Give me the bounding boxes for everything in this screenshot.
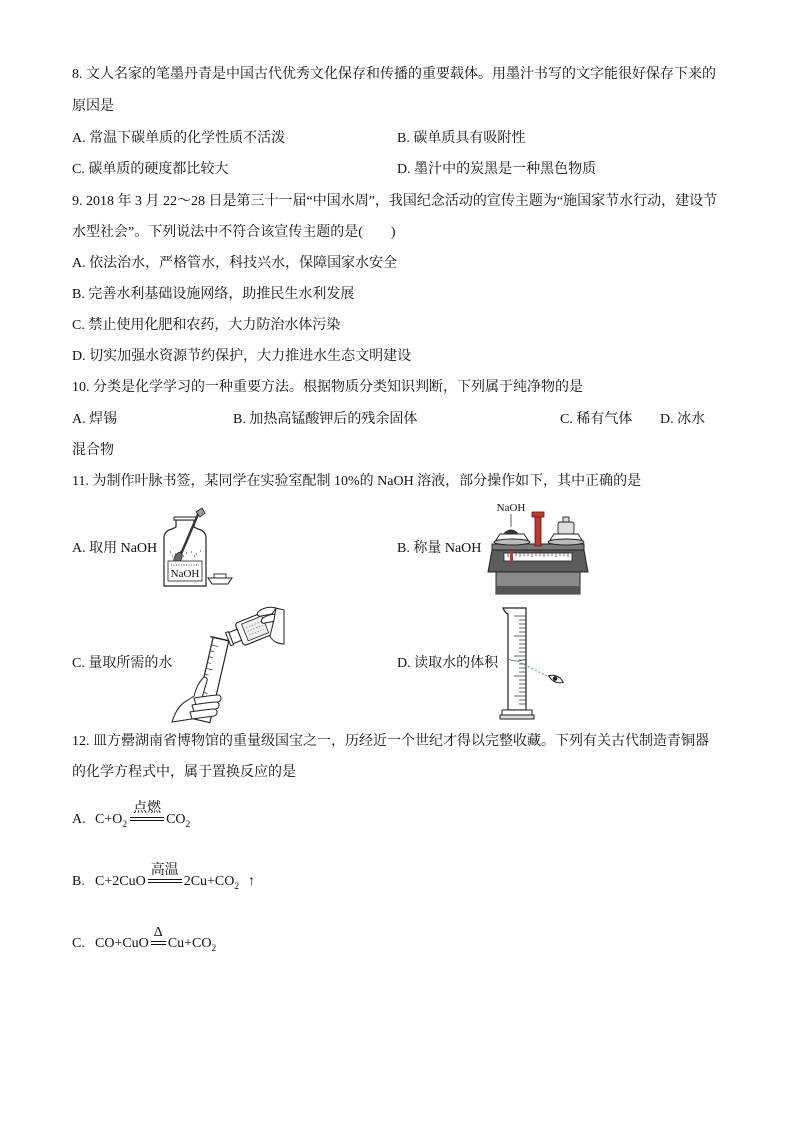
right-pan (548, 539, 584, 545)
q8-option-b: B. 碳单质具有吸附性 (397, 131, 526, 146)
products: Cu+CO (167, 936, 212, 951)
q12-stem-line-2: 的化学方程式中，属于置换反应的是 (72, 765, 296, 780)
option-letter: C. (72, 936, 85, 951)
q12-option-a-equation (72, 790, 191, 830)
equals-sign (130, 817, 164, 821)
q8-option-a: A. 常温下碳单质的化学性质不活泼 (72, 131, 286, 146)
balance-figure (486, 500, 590, 598)
option-letter: A. (72, 812, 86, 827)
q9-option-d: D. 切实加强水资源节约保护，大力推进水生态文明建设 (72, 349, 412, 364)
equals-sign (148, 879, 182, 883)
cylinder-base (502, 710, 532, 715)
weight-knob (563, 517, 569, 522)
q9-option-a: A. 依法治水，严格管水，科技兴水，保障国家水安全 (72, 256, 398, 271)
reactants: C+2CuO (95, 874, 146, 889)
balance-rider (510, 551, 513, 562)
naoh-bottle-figure (160, 508, 236, 590)
balance-pointer (535, 516, 541, 546)
q11-option-c: C. 量取所需的水 (72, 656, 173, 671)
q9-option-b: B. 完善水利基础设施网络，助推民生水利发展 (72, 287, 355, 302)
condition-text: 高温 (150, 863, 179, 878)
gas-arrow-icon: ↑ (248, 874, 256, 889)
reactants-subscript: 2 (122, 820, 128, 830)
reaction-condition (151, 925, 166, 945)
q8-option-c: C. 碳单质的硬度都比较大 (72, 162, 229, 177)
products: 2Cu+CO (183, 874, 235, 889)
reaction-condition (130, 801, 164, 821)
q9-stem-line-2: 水型社会”。下列说法中不符合该宣传主题的是( ) (72, 225, 396, 240)
products: CO (166, 812, 186, 827)
q8-stem-line-1: 8. 文人名家的笔墨丹青是中国古代优秀文化保存和传播的重要载体。用墨汁书写的文字能很好保存下来的 (72, 67, 716, 82)
option-letter: B. (72, 874, 85, 889)
q8-option-d: D. 墨汁中的炭黑是一种黑色物质 (397, 162, 597, 177)
q11-option-b: B. 称量 NaOH (397, 541, 482, 556)
q8-stem-line-2: 原因是 (72, 99, 114, 114)
q10-option-d-continued: 混合物 (72, 443, 114, 458)
weight-block (558, 522, 574, 534)
q12-option-c-equation (72, 914, 217, 954)
q10-option-b: B. 加热高锰酸钾后的残余固体 (233, 412, 418, 427)
cylinder-foot (500, 715, 534, 719)
q11-option-a: A. 取用 NaOH (72, 541, 158, 556)
q11-option-d: D. 读取水的体积 (397, 656, 499, 671)
products-subscript: 2 (185, 820, 191, 830)
balance-foot-shadow (496, 586, 580, 594)
condition-text: 点燃 (133, 801, 162, 816)
balance-naoh-label: NaOH (496, 502, 526, 514)
bottle-label-text: NaOH (170, 568, 200, 580)
condition-text: Δ (153, 925, 163, 940)
equals-sign (151, 941, 166, 945)
q10-option-c: C. 稀有气体 (560, 412, 633, 427)
q12-stem-line-1: 12. 皿方罍湖南省博物馆的重量级国宝之一，历经近一个世纪才得以完整收藏。下列有关古代制造青铜器 (72, 734, 709, 749)
naoh-pellets (503, 530, 519, 535)
balance-ruler (504, 553, 572, 561)
reactants: C+O (95, 812, 123, 827)
products-subscript: 2 (234, 882, 240, 892)
left-pan (494, 539, 530, 545)
reaction-condition (148, 863, 182, 883)
bottle-stopper-top (214, 574, 226, 578)
q10-option-a: A. 焊锡 (72, 412, 118, 427)
reading-volume-figure (496, 604, 568, 722)
q9-option-c: C. 禁止使用化肥和农药，大力防治水体污染 (72, 318, 341, 333)
reactants: CO+CuO (95, 936, 149, 951)
q10-stem: 10. 分类是化学学习的一种重要方法。根据物质分类知识判断，下列属于纯净物的是 (72, 380, 583, 395)
graduated-cylinder (503, 608, 526, 710)
balance-pointer-cap (532, 512, 544, 517)
q10-option-d: D. 冰水 (660, 412, 706, 427)
bottle-stopper (208, 578, 232, 584)
pouring-water-figure (172, 606, 284, 722)
q11-stem: 11. 为制作叶脉书签，某同学在实验室配制 10%的 NaOH 溶液，部分操作如下，其中正确的是 (72, 474, 642, 489)
q9-stem-line-1: 9. 2018 年 3 月 22～28 日是第三十一届“中国水周”，我国纪念活动的宣传主题为“施国家节水行动，建设节 (72, 194, 718, 209)
eye-icon (547, 673, 564, 685)
products-subscript: 2 (211, 944, 217, 954)
bottle-mouth-rim (174, 517, 196, 520)
q12-option-b-equation (72, 852, 255, 892)
